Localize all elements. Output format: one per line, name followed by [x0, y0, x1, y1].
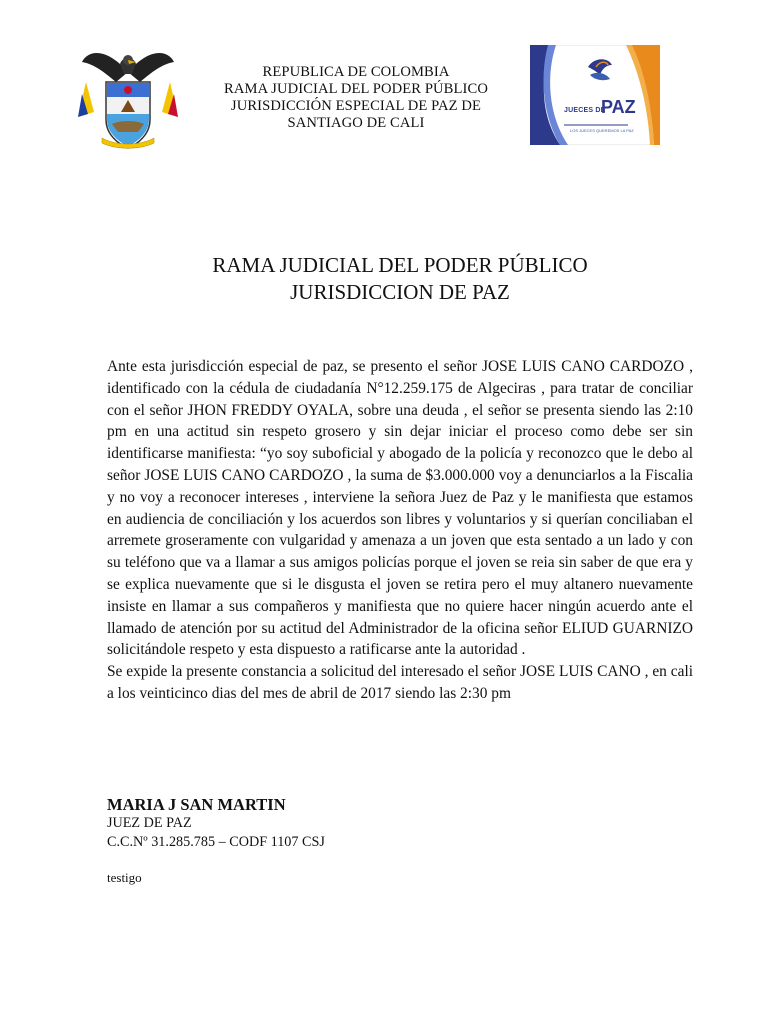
header-line-jurisdiction: JURISDICCIÓN ESPECIAL DE PAZ DE	[230, 98, 482, 114]
body-closing: Se expide la presente constancia a solicitud del interesado el señor JOSE LUIS CANO , en cali a los veinticinco dias del mes de abril de 2017 siendo las 2:30 pm	[107, 663, 693, 702]
witness-label: testigo	[107, 870, 142, 885]
document-header	[196, 64, 516, 132]
header-line-branch: RAMA JUDICIAL DEL PODER PÚBLICO	[224, 81, 488, 97]
logo-brand: PAZ	[601, 97, 636, 117]
document-body	[107, 356, 693, 705]
document-title	[0, 252, 768, 306]
body-paragraph: Ante esta jurisdicción especial de paz, se presento el señor JOSE LUIS CANO CARDOZO , identificado con la cédula de ciudadanía N°12.259.175 de Algeciras , para tratar de conciliar con el señor JHON FREDDY OYALA, sobre una deuda , el señor se presenta siendo las 2:10 pm en una actitud sin respeto grosero y sin dejar iniciar el proceso como debe ser sin identificarse manifiesta: “yo soy suboficial y abogado de la policía y reconozco que le debo al señor JOSE LUIS CANO CARDOZO , la suma de $3.000.000 voy a denunciarlos a la Fiscalia y no voy a reconocer intereses , interviene la señora Juez de Paz y le manifiesta que estamos en audiencia de conciliación y los acuerdos son libres y voluntarios y si querían conciliaban el arremete groseramente con vulgaridad y amenaza a un joven que esta sentado a un lado y con su teléfono que va a llamar a sus amigos policías porque el joven se reia sin saber de que era y se explica nuevamente que si le disgusta el joven se retira pero el muy altanero nuevamente insiste en llamar a sus compañeros y manifiesta que no quiere hacer ningún acuerdo ante el llamado de atención por su actitud del Administrador de la oficina señor ELIUD GUARNIZO solicitándole respeto y esta dispuesto a ratificarse ante la autoridad .	[107, 358, 693, 659]
signatory-role: JUEZ DE PAZ	[107, 815, 192, 831]
logo-tagline: LOS JUECES QUEREMOS LA PAZ	[570, 128, 634, 133]
header-line-country: REPUBLICA DE COLOMBIA	[262, 64, 450, 80]
logo-label: JUECES DE	[564, 107, 606, 114]
title-line-2: JURISDICCION DE PAZ	[290, 280, 510, 304]
colombia-coat-of-arms-icon	[76, 42, 180, 152]
jueces-de-paz-logo	[530, 45, 660, 145]
signatory-id: C.C.Nº 31.285.785 – CODF 1107 CSJ	[107, 834, 325, 850]
title-line-1: RAMA JUDICIAL DEL PODER PÚBLICO	[212, 253, 588, 277]
signatory-name: MARIA J SAN MARTIN	[107, 795, 286, 814]
header-line-city: SANTIAGO DE CALI	[287, 115, 425, 131]
